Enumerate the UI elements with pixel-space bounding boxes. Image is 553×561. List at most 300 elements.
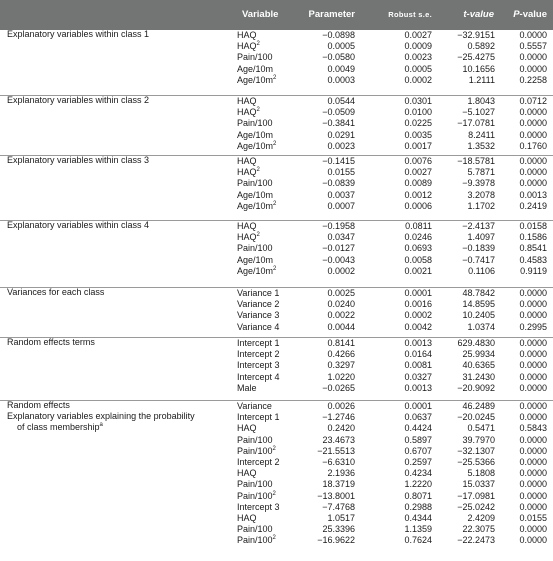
cell-p-value: 0.0013 <box>519 189 547 200</box>
cell-robust-se: 0.0017 <box>404 140 432 151</box>
cell-variable <box>237 412 280 423</box>
cell-t-value: 40.6365 <box>462 360 495 371</box>
cell-variable <box>237 360 280 371</box>
column-header-robust-se <box>365 8 432 22</box>
table-group <box>0 337 553 393</box>
cell-t-value: −0.1839 <box>462 243 495 254</box>
column-header-t-value: t-value <box>463 9 494 20</box>
cell-parameter: −0.0127 <box>322 243 355 254</box>
cell-robust-se: 0.0013 <box>404 338 432 348</box>
table-row <box>0 64 553 75</box>
cell-variable-text: HAQ <box>237 512 257 523</box>
cell-p-value: 0.0000 <box>519 167 547 178</box>
cell-variable <box>237 130 273 141</box>
cell-robust-se: 0.6707 <box>404 445 432 456</box>
superscript: 2 <box>256 107 260 114</box>
cell-robust-se: 0.0089 <box>404 178 432 189</box>
table-header <box>0 0 553 30</box>
cell-variable-text: Pain/100 <box>237 445 273 456</box>
cell-t-value: 31.2430 <box>462 371 495 382</box>
cell-variable-text: Age/10m <box>237 265 274 276</box>
cell-variable-text: HAQ <box>237 468 257 479</box>
cell-variable <box>237 190 273 201</box>
cell-p-value: 0.0000 <box>519 401 547 411</box>
table-group <box>0 155 553 211</box>
table-row <box>0 96 553 107</box>
cell-parameter: 1.0517 <box>327 512 355 523</box>
cell-parameter: −0.0043 <box>322 254 355 265</box>
cell-t-value: −9.3978 <box>462 178 495 189</box>
cell-p-value: 0.0000 <box>519 434 547 445</box>
cell-p-value: 0.0712 <box>519 96 547 106</box>
cell-variable-text: Variance 2 <box>237 299 280 310</box>
cell-parameter: 18.3719 <box>322 479 355 490</box>
cell-t-value: 1.3532 <box>467 140 495 151</box>
cell-parameter: 0.2420 <box>327 423 355 434</box>
table-row <box>0 513 553 524</box>
cell-t-value: 0.1106 <box>468 265 495 276</box>
cell-t-value: 1.4097 <box>467 232 495 243</box>
cell-variable <box>237 502 280 513</box>
table-row <box>0 107 553 118</box>
cell-robust-se: 0.0006 <box>404 200 432 211</box>
table-row <box>0 266 553 277</box>
cell-p-value: 0.0000 <box>519 299 547 310</box>
cell-parameter: 0.0544 <box>327 96 355 106</box>
cell-p-value: 0.0000 <box>519 456 547 467</box>
cell-robust-se: 0.4234 <box>404 468 432 479</box>
cell-parameter: 0.0025 <box>327 288 355 298</box>
column-header-p-letter: P <box>513 9 520 20</box>
cell-robust-se: 0.0002 <box>404 74 432 85</box>
cell-p-value: 0.2995 <box>519 321 547 332</box>
table-row <box>0 156 553 167</box>
cell-p-value: 0.0000 <box>519 382 547 393</box>
table-row <box>0 130 553 141</box>
group-label-line: Random effects <box>7 400 70 410</box>
cell-variable-text: Intercept 1 <box>237 338 280 348</box>
cell-variable <box>237 156 257 167</box>
cell-robust-se: 0.0246 <box>404 232 432 243</box>
cell-t-value: 3.2078 <box>467 189 495 200</box>
table-row <box>0 535 553 546</box>
cell-p-value: 0.0000 <box>519 52 547 63</box>
cell-p-value: 0.0000 <box>519 310 547 321</box>
cell-robust-se: 1.1359 <box>404 524 432 535</box>
table-row <box>0 360 553 371</box>
cell-variable-text: HAQ <box>237 156 257 166</box>
group-label-line: Explanatory variables within class 4 <box>7 220 150 230</box>
footnote-marker: a <box>99 422 103 428</box>
table-row <box>0 401 553 412</box>
cell-robust-se: 0.0016 <box>404 299 432 310</box>
cell-variable <box>237 75 276 86</box>
superscript: 2 <box>256 167 260 174</box>
cell-t-value: 39.7970 <box>462 434 495 445</box>
cell-parameter: −0.0839 <box>322 178 355 189</box>
cell-t-value: 48.7842 <box>462 288 495 298</box>
table-row <box>0 349 553 360</box>
cell-robust-se: 0.0009 <box>404 41 432 52</box>
cell-t-value: 46.2489 <box>462 401 495 411</box>
cell-robust-se: 0.8071 <box>404 490 432 501</box>
cell-robust-se: 0.0001 <box>404 401 432 411</box>
cell-p-value: 0.0000 <box>519 468 547 479</box>
group-rows <box>0 156 553 212</box>
cell-p-value: 0.0000 <box>519 501 547 512</box>
cell-variable <box>237 255 273 266</box>
cell-parameter: 0.0240 <box>327 299 355 310</box>
cell-variable <box>237 322 279 333</box>
column-header-variable: Variable <box>242 9 279 20</box>
cell-variable <box>237 372 280 383</box>
cell-t-value: 22.3075 <box>462 524 495 535</box>
cell-variable-text: Variance 3 <box>237 310 280 321</box>
table-row <box>0 435 553 446</box>
cell-variable-text: HAQ <box>237 221 257 231</box>
cell-robust-se: 0.0811 <box>405 221 432 231</box>
table-group <box>0 400 553 546</box>
cell-variable <box>237 468 257 479</box>
superscript: 2 <box>256 41 260 48</box>
cell-parameter: 0.8141 <box>327 338 355 348</box>
cell-variable-text: Variance 4 <box>237 321 280 332</box>
cell-p-value: 0.0000 <box>519 156 547 166</box>
cell-p-value: 0.0000 <box>519 535 547 546</box>
cell-variable <box>237 524 273 535</box>
superscript: 2 <box>272 535 276 542</box>
cell-t-value: −17.0781 <box>457 118 495 129</box>
cell-variable <box>237 401 272 412</box>
cell-p-value: 0.5557 <box>519 41 547 52</box>
cell-parameter: 0.0037 <box>327 189 355 200</box>
cell-robust-se: 0.7624 <box>404 535 432 546</box>
cell-parameter: 0.3297 <box>327 360 355 371</box>
cell-variable-text: HAQ <box>237 423 257 434</box>
cell-p-value: 0.0155 <box>519 512 547 523</box>
cell-variable-text: Age/10m <box>237 74 274 85</box>
table-row <box>0 52 553 63</box>
table-row <box>0 232 553 243</box>
superscript: 2 <box>273 200 277 207</box>
cell-parameter: 25.3396 <box>322 524 355 535</box>
table-row <box>0 372 553 383</box>
cell-robust-se: 0.0081 <box>404 360 432 371</box>
cell-t-value: −20.9092 <box>457 382 495 393</box>
cell-parameter: −6.6310 <box>322 456 355 467</box>
cell-parameter: 0.0022 <box>327 310 355 321</box>
cell-variable-text: Age/10m <box>237 140 274 151</box>
cell-parameter: 0.0002 <box>327 265 355 276</box>
cell-t-value: 15.0337 <box>462 479 495 490</box>
superscript: 2 <box>273 140 277 147</box>
cell-t-value: −5.1027 <box>462 107 495 118</box>
cell-t-value: 1.1702 <box>467 200 495 211</box>
cell-variable-text: Intercept 3 <box>237 501 280 512</box>
table-row <box>0 167 553 178</box>
cell-robust-se: 0.0023 <box>404 52 432 63</box>
cell-robust-se: 0.0301 <box>404 96 432 106</box>
cell-variable-text: Age/10m <box>237 129 274 140</box>
cell-robust-se: 0.0058 <box>404 254 432 265</box>
group-rows <box>0 288 553 333</box>
cell-variable <box>237 457 280 468</box>
cell-p-value: 0.2258 <box>519 74 547 85</box>
cell-variable <box>237 232 260 243</box>
cell-variable <box>237 446 276 457</box>
cell-t-value: −25.5366 <box>457 456 495 467</box>
cell-variable <box>237 299 279 310</box>
cell-variable <box>237 52 273 63</box>
cell-parameter: 23.4673 <box>322 434 355 445</box>
cell-variable-text: Pain/100 <box>237 243 273 254</box>
cell-parameter: 0.0347 <box>327 232 355 243</box>
cell-p-value: 0.0000 <box>519 178 547 189</box>
cell-t-value: −25.0242 <box>457 501 495 512</box>
cell-parameter: 0.0007 <box>327 200 355 211</box>
table-row <box>0 178 553 189</box>
cell-t-value: 0.5471 <box>467 423 495 434</box>
cell-p-value: 0.0000 <box>519 349 547 360</box>
column-header-p-suffix: -value <box>519 9 547 20</box>
cell-parameter: 0.0005 <box>327 41 355 52</box>
cell-t-value: 1.8043 <box>467 96 495 106</box>
cell-t-value: 629.4830 <box>457 338 495 348</box>
table-row <box>0 288 553 299</box>
cell-variable <box>237 243 273 254</box>
group-rows <box>0 30 553 86</box>
cell-variable <box>237 266 276 277</box>
cell-t-value: 0.5892 <box>467 41 495 52</box>
cell-variable-text: HAQ <box>237 107 257 118</box>
cell-p-value: 0.0000 <box>519 479 547 490</box>
cell-parameter: −0.1958 <box>322 221 355 231</box>
cell-parameter: 2.1936 <box>327 468 355 479</box>
cell-robust-se: 0.0027 <box>404 167 432 178</box>
cell-t-value: −32.9151 <box>457 30 495 40</box>
cell-robust-se: 0.5897 <box>404 434 432 445</box>
superscript: 2 <box>273 265 277 272</box>
cell-variable-text: Intercept 2 <box>237 456 280 467</box>
cell-robust-se: 0.2988 <box>404 501 432 512</box>
table-row <box>0 299 553 310</box>
cell-variable <box>237 64 273 75</box>
cell-t-value: −17.0981 <box>457 490 495 501</box>
cell-p-value: 0.1586 <box>519 232 547 243</box>
cell-robust-se: 1.2220 <box>404 479 432 490</box>
group-rows <box>0 221 553 277</box>
group-label-line: Variances for each class <box>7 287 105 297</box>
cell-variable-text: Male <box>237 382 257 393</box>
table-row <box>0 524 553 535</box>
cell-parameter: −0.0580 <box>322 52 355 63</box>
cell-variable-text: Pain/100 <box>237 524 273 535</box>
cell-variable <box>237 338 280 349</box>
cell-parameter: 0.0044 <box>327 321 355 332</box>
cell-t-value: −25.4275 <box>457 52 495 63</box>
group-label-line: Explanatory variables explaining the probability <box>7 411 195 421</box>
table-group <box>0 287 553 332</box>
table-row <box>0 502 553 513</box>
cell-robust-se: 0.0021 <box>404 265 432 276</box>
cell-variable <box>237 535 276 546</box>
cell-t-value: 8.2411 <box>468 129 495 140</box>
cell-t-value: 10.1656 <box>462 63 495 74</box>
table-row <box>0 338 553 349</box>
cell-parameter: −0.0509 <box>322 107 355 118</box>
cell-p-value: 0.0000 <box>519 107 547 118</box>
cell-parameter: −21.5513 <box>317 445 355 456</box>
cell-robust-se: 0.0035 <box>404 129 432 140</box>
cell-variable <box>237 96 257 107</box>
cell-variable-text: Pain/100 <box>237 434 273 445</box>
cell-t-value: 5.1808 <box>467 468 495 479</box>
table-row <box>0 201 553 212</box>
cell-t-value: 14.8595 <box>462 299 495 310</box>
table-group <box>0 95 553 151</box>
cell-robust-se: 0.0076 <box>404 156 432 166</box>
cell-robust-se: 0.0002 <box>404 310 432 321</box>
cell-variable-text: Pain/100 <box>237 118 273 129</box>
cell-parameter: 0.0023 <box>327 140 355 151</box>
cell-variable-text: HAQ <box>237 30 257 40</box>
cell-variable <box>237 178 273 189</box>
cell-parameter: 0.0291 <box>327 129 355 140</box>
cell-variable-text: HAQ <box>237 232 257 243</box>
cell-variable-text: Age/10m <box>237 189 274 200</box>
table-row <box>0 310 553 321</box>
cell-variable-text: HAQ <box>237 41 257 52</box>
cell-variable <box>237 201 276 212</box>
table-row <box>0 468 553 479</box>
table-row <box>0 412 553 423</box>
table-row <box>0 75 553 86</box>
cell-variable <box>237 41 260 52</box>
cell-p-value: 0.2419 <box>519 200 547 211</box>
column-header-robust-se-text: Robust s.e. <box>388 10 432 19</box>
superscript: 2 <box>272 490 276 497</box>
cell-t-value: −2.4137 <box>462 221 495 231</box>
cell-variable <box>237 349 280 360</box>
cell-robust-se: 0.0013 <box>404 382 432 393</box>
cell-variable-text: HAQ <box>237 167 257 178</box>
group-label-line: Explanatory variables within class 1 <box>7 29 150 39</box>
cell-p-value: 0.0000 <box>519 524 547 535</box>
cell-p-value: 0.0000 <box>519 63 547 74</box>
cell-t-value: 1.0374 <box>467 321 495 332</box>
cell-variable-text: Variance <box>237 401 272 411</box>
cell-robust-se: 0.2597 <box>404 456 432 467</box>
cell-variable <box>237 435 273 446</box>
cell-parameter: −16.9622 <box>317 535 355 546</box>
cell-variable-text: Intercept 1 <box>237 412 280 423</box>
cell-p-value: 0.0000 <box>519 288 547 298</box>
cell-parameter: −0.0898 <box>322 30 355 40</box>
cell-p-value: 0.0000 <box>519 118 547 129</box>
cell-variable-text: HAQ <box>237 96 257 106</box>
cell-parameter: 0.0003 <box>327 74 355 85</box>
cell-variable <box>237 107 260 118</box>
cell-variable <box>237 141 276 152</box>
superscript: 2 <box>256 232 260 239</box>
cell-parameter: −0.1415 <box>322 156 355 166</box>
cell-parameter: 0.0155 <box>327 167 355 178</box>
cell-robust-se: 0.0012 <box>404 189 432 200</box>
cell-p-value: 0.0000 <box>519 338 547 348</box>
cell-p-value: 0.9119 <box>520 265 547 276</box>
cell-variable <box>237 30 257 41</box>
cell-t-value: −32.1307 <box>457 445 495 456</box>
table-row <box>0 322 553 333</box>
cell-p-value: 0.0000 <box>519 360 547 371</box>
cell-p-value: 0.0000 <box>519 445 547 456</box>
group-label-line: Random effects terms <box>7 337 95 347</box>
cell-robust-se: 0.4424 <box>404 423 432 434</box>
superscript: 2 <box>272 445 276 452</box>
cell-variable <box>237 288 279 299</box>
table-row <box>0 446 553 457</box>
cell-variable-text: Intercept 2 <box>237 349 280 360</box>
cell-t-value: 25.9934 <box>462 349 495 360</box>
table-group <box>0 220 553 276</box>
cell-variable-text: Intercept 4 <box>237 371 280 382</box>
cell-p-value: 0.1760 <box>519 140 547 151</box>
cell-robust-se: 0.0042 <box>404 321 432 332</box>
cell-parameter: −13.8001 <box>317 490 355 501</box>
cell-t-value: 5.7871 <box>467 167 495 178</box>
cell-p-value: 0.0000 <box>519 490 547 501</box>
cell-t-value: −0.7417 <box>462 254 495 265</box>
table-row <box>0 190 553 201</box>
table-row <box>0 141 553 152</box>
cell-robust-se: 0.0637 <box>404 412 432 423</box>
cell-variable <box>237 221 257 232</box>
table-row <box>0 30 553 41</box>
superscript: 2 <box>273 74 277 81</box>
cell-variable <box>237 491 276 502</box>
cell-p-value: 0.0000 <box>519 129 547 140</box>
group-label-line: Explanatory variables within class 2 <box>7 95 150 105</box>
cell-variable <box>237 513 257 524</box>
cell-p-value: 0.0000 <box>519 371 547 382</box>
cell-robust-se: 0.0027 <box>404 30 432 40</box>
cell-variable <box>237 479 273 490</box>
table-row <box>0 479 553 490</box>
cell-variable <box>237 423 257 434</box>
cell-parameter: −1.2746 <box>322 412 355 423</box>
cell-variable-text: Pain/100 <box>237 178 273 189</box>
cell-variable <box>237 118 273 129</box>
cell-p-value: 0.0000 <box>519 30 547 40</box>
cell-variable-text: Age/10m <box>237 254 274 265</box>
group-rows <box>0 96 553 152</box>
cell-robust-se: 0.4344 <box>404 512 432 523</box>
table-row <box>0 423 553 434</box>
cell-t-value: 2.4209 <box>467 512 495 523</box>
table-row <box>0 255 553 266</box>
cell-p-value: 0.4583 <box>519 254 547 265</box>
cell-t-value: −20.0245 <box>457 412 495 423</box>
cell-robust-se: 0.0001 <box>404 288 432 298</box>
column-header-p-value <box>505 8 547 22</box>
column-header-parameter: Parameter <box>308 9 355 20</box>
table-row <box>0 383 553 394</box>
cell-parameter: 0.0026 <box>327 401 355 411</box>
cell-variable-text: Age/10m <box>237 63 274 74</box>
cell-variable-text: Pain/100 <box>237 479 273 490</box>
cell-robust-se: 0.0005 <box>404 63 432 74</box>
cell-variable-text: Variance 1 <box>237 288 280 298</box>
